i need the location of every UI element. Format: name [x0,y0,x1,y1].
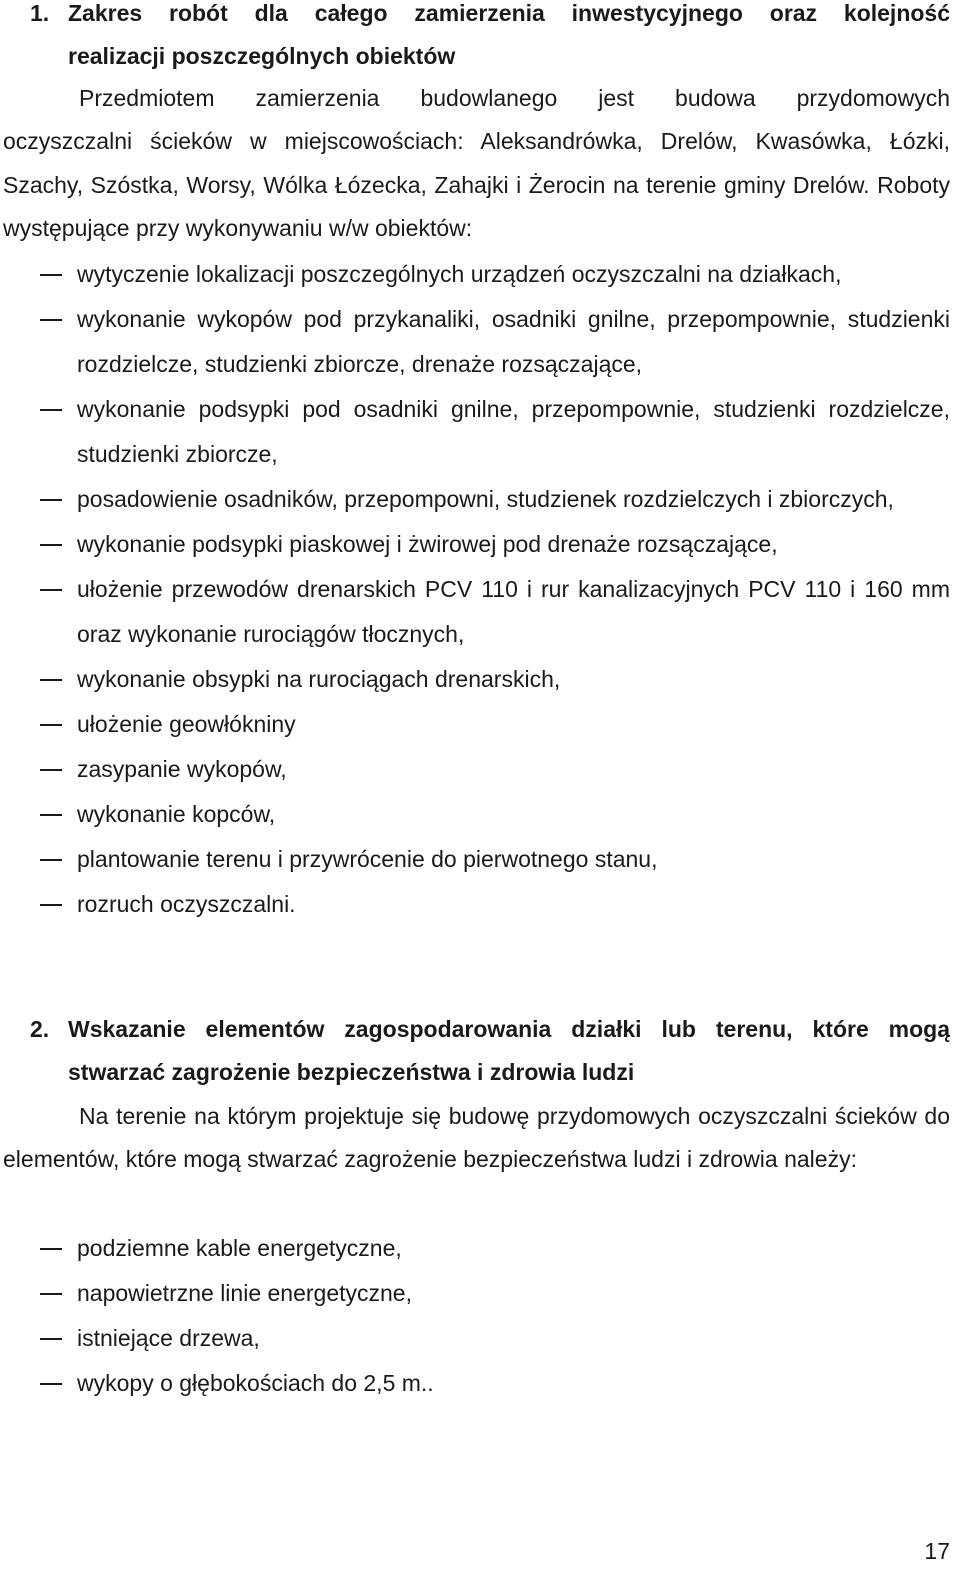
list-item: rozruch oczyszczalni. [77,891,296,917]
list-item: wykonanie wykopów pod przykanaliki, osadniki gnilne, przepompownie, studzienki rozdzielcze, studzienki zbiorcze, drenaże rozsączające, [77,306,950,377]
list-item: wytyczenie lokalizacji poszczególnych urządzeń oczyszczalni na działkach, [77,261,842,287]
list-item: plantowanie terenu i przywrócenie do pierwotnego stanu, [77,846,658,872]
list-item: zasypanie wykopów, [77,756,287,782]
section-1-intro-rest: oczyszczalni ścieków w miejscowościach: Aleksandrówka, Drelów, Kwasówka, Łózki, Szachy, Szóstka, Worsy, Wólka Łózecka, Zahajki i Żerocin na terenie gminy Drelów. Roboty występujące przy wykonywaniu w/w obiektów: [3,128,950,241]
section-1-number: 1. [30,0,50,26]
section-2-intro: Na terenie na którym projektuje się budowę przydomowych oczyszczalni ścieków do elementów, które mogą stwarzać zagrożenie bezpieczeństwa ludzi i zdrowia należy: [3,1103,950,1173]
list-item: podziemne kable energetyczne, [77,1235,402,1261]
section-2-title-line1: Wskazanie elementów zagospodarowania działki lub terenu, które mogą [68,1016,950,1042]
section-1-list [3,252,950,927]
section-1-intro [3,77,950,250]
section-2-number: 2. [30,1016,50,1042]
section-2-title-line2: stwarzać zagrożenie bezpieczeństwa i zdrowia ludzi [68,1059,635,1085]
list-item: wykonanie podsypki pod osadniki gnilne, przepompownie, studzienki rozdzielcze, studzienki zbiorcze, [77,396,950,467]
section-2-list [3,1226,950,1406]
list-item: wykonanie obsypki na rurociągach drenarskich, [77,666,561,692]
list-item: wykonanie podsypki piaskowej i żwirowej pod drenaże rozsączające, [77,531,778,557]
list-item: wykonanie kopców, [77,801,276,827]
list-item: posadowienie osadników, przepompowni, studzienek rozdzielczych i zbiorczych, [77,486,894,512]
list-item: ułożenie przewodów drenarskich PCV 110 i rur kanalizacyjnych PCV 110 i 160 mm oraz wykonanie rurociągów tłocznych, [77,576,950,647]
list-item: napowietrzne linie energetyczne, [77,1280,412,1306]
list-item: wykopy o głębokościach do 2,5 m.. [77,1370,434,1396]
page-number: 17 [924,1538,950,1564]
section-1-title-line1: Zakres robót dla całego zamierzenia inwestycyjnego oraz kolejność [68,0,950,26]
section-1-intro-line1: Przedmiotem zamierzenia budowlanego jest budowa przydomowych [79,85,950,111]
list-item: istniejące drzewa, [77,1325,260,1351]
section-2-heading [3,1008,950,1094]
list-item: ułożenie geowłókniny [77,711,296,737]
section-1-heading [3,0,950,78]
section-1-title-line2: realizacji poszczególnych obiektów [68,43,456,69]
